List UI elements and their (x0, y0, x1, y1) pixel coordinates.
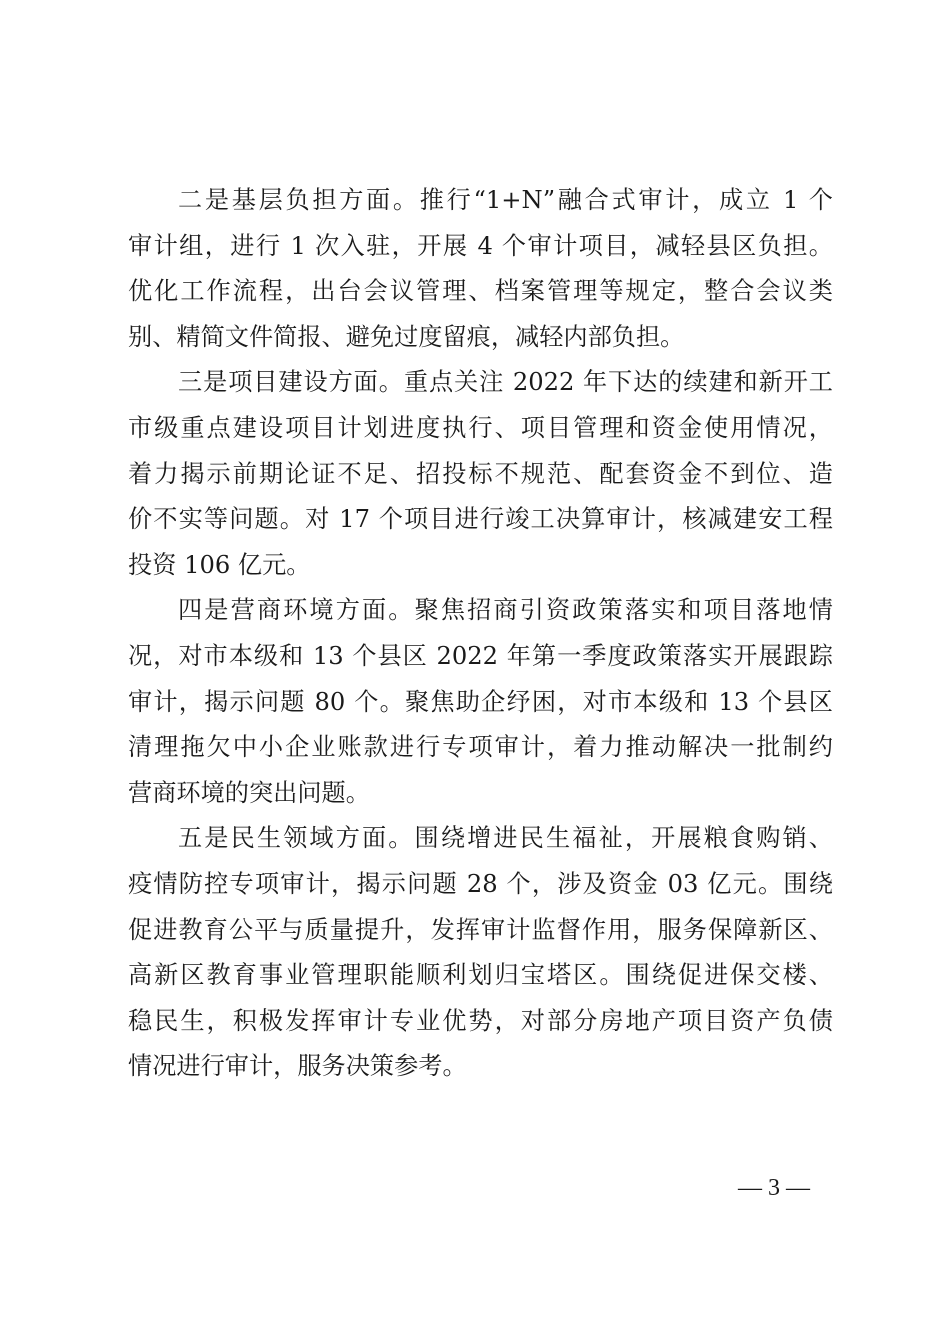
text-line: 着力揭示前期论证不足、招投标不规范、配套资金不到位、造 (128, 459, 833, 488)
text-line: 优化工作流程，出台会议管理、档案管理等规定，整合会议类 (128, 277, 833, 306)
paragraph (128, 178, 833, 360)
text-line: 促进教育公平与质量提升，发挥审计监督作用，服务保障新区、 (128, 915, 833, 944)
paragraph (128, 816, 833, 1090)
text-line: 别、精简文件简报、避免过度留痕，减轻内部负担。 (128, 322, 685, 351)
text-line: 二是基层负担方面。推行“1+N”融合式审计，成立 1 个 (178, 186, 833, 214)
text-line: 审计，揭示问题 80 个。聚焦助企纾困，对市本级和 13 个县区 (128, 687, 833, 716)
text-line: 市级重点建设项目计划进度执行、项目管理和资金使用情况， (128, 413, 833, 442)
text-line: 五是民生领域方面。围绕增进民生福祉，开展粮食购销、 (178, 824, 833, 853)
text-line: 稳民生，积极发挥审计专业优势，对部分房地产项目资产负债 (128, 1006, 833, 1035)
text-line: 清理拖欠中小企业账款进行专项审计，着力推动解决一批制约 (128, 733, 833, 762)
text-line: 况，对市本级和 13 个县区 2022 年第一季度政策落实开展跟踪 (128, 641, 833, 670)
text-line: 四是营商环境方面。聚焦招商引资政策落实和项目落地情 (178, 596, 833, 625)
text-line: 审计组，进行 1 次入驻，开展 4 个审计项目，减轻县区负担。 (128, 231, 833, 260)
text-line: 三是项目建设方面。重点关注 2022 年下达的续建和新开工 (178, 368, 833, 397)
text-line: 情况进行审计，服务决策参考。 (128, 1052, 467, 1081)
document-body (128, 178, 833, 1090)
text-line: 价不实等问题。对 17 个项目进行竣工决算审计，核减建安工程 (128, 505, 833, 534)
text-line: 疫情防控专项审计，揭示问题 28 个，涉及资金 03 亿元。围绕 (128, 869, 833, 898)
text-line: 投资 106 亿元。 (128, 550, 311, 579)
page-number: — 3 — (738, 1175, 810, 1201)
paragraph (128, 588, 833, 816)
paragraph (128, 360, 833, 588)
text-line: 营商环境的突出问题。 (128, 778, 370, 807)
text-line: 高新区教育事业管理职能顺利划归宝塔区。围绕促进保交楼、 (128, 961, 833, 990)
